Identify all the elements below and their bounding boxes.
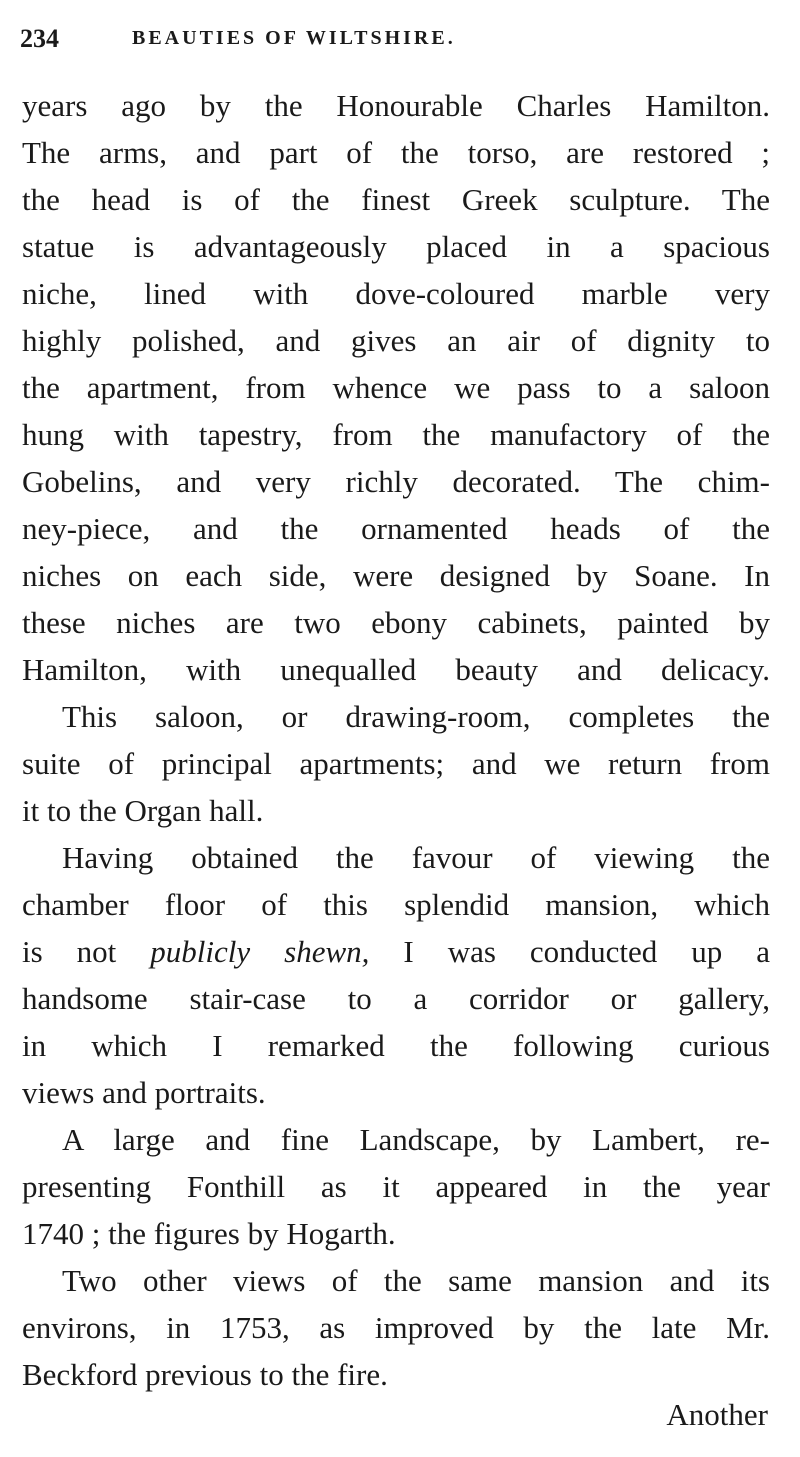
running-title: BEAUTIES OF WILTSHIRE. (132, 27, 456, 49)
text-line: the head is of the finest Greek sculpture. The (22, 182, 770, 217)
text-line: The arms, and part of the torso, are restored ; (22, 135, 770, 170)
text-line: highly polished, and gives an air of dignity to (22, 323, 770, 358)
catchword: Another (666, 1397, 768, 1432)
paragraph-start-line: Two other views of the same mansion and its (62, 1263, 770, 1298)
text-line-with-italic (22, 928, 770, 975)
text-line: ney-piece, and the ornamented heads of the (22, 511, 770, 546)
text-line: niches on each side, were designed by Soane. In (22, 558, 770, 593)
paragraph-end-line: it to the Organ hall. (22, 793, 264, 828)
text-line: presenting Fonthill as it appeared in the year (22, 1169, 770, 1204)
paragraph-end-line: views and portraits. (22, 1075, 266, 1110)
paragraph-end-line: Beckford previous to the fire. (22, 1357, 388, 1392)
text-line: statue is advantageously placed in a spacious (22, 229, 770, 264)
text-line: environs, in 1753, as improved by the late Mr. (22, 1310, 770, 1345)
italic-phrase: publicly shewn, (150, 934, 370, 969)
text-line: Gobelins, and very richly decorated. The chim- (22, 464, 770, 499)
text-line: chamber floor of this splendid mansion, which (22, 887, 770, 922)
text-line: niche, lined with dove-coloured marble very (22, 276, 770, 311)
text-segment: I was conducted up a (369, 934, 771, 969)
text-line: in which I remarked the following curious (22, 1028, 770, 1063)
paragraph-start-line: A large and fine Landscape, by Lambert, re- (62, 1122, 770, 1157)
page-number: 234 (20, 24, 59, 53)
text-segment: is not (22, 934, 151, 969)
text-line: Hamilton, with unequalled beauty and delicacy. (22, 652, 770, 687)
paragraph-end-line: 1740 ; the figures by Hogarth. (22, 1216, 396, 1251)
running-header (20, 24, 770, 60)
paragraph-start-line: This saloon, or drawing-room, completes the (62, 699, 770, 734)
text-line: the apartment, from whence we pass to a saloon (22, 370, 770, 405)
body-text (22, 82, 770, 1398)
text-line: hung with tapestry, from the manufactory of the (22, 417, 770, 452)
text-line: years ago by the Honourable Charles Hamilton. (22, 88, 770, 123)
text-line: handsome stair-case to a corridor or gallery, (22, 981, 770, 1016)
text-line: these niches are two ebony cabinets, painted by (22, 605, 770, 640)
paragraph-start-line: Having obtained the favour of viewing the (62, 840, 770, 875)
text-line: suite of principal apartments; and we return from (22, 746, 770, 781)
